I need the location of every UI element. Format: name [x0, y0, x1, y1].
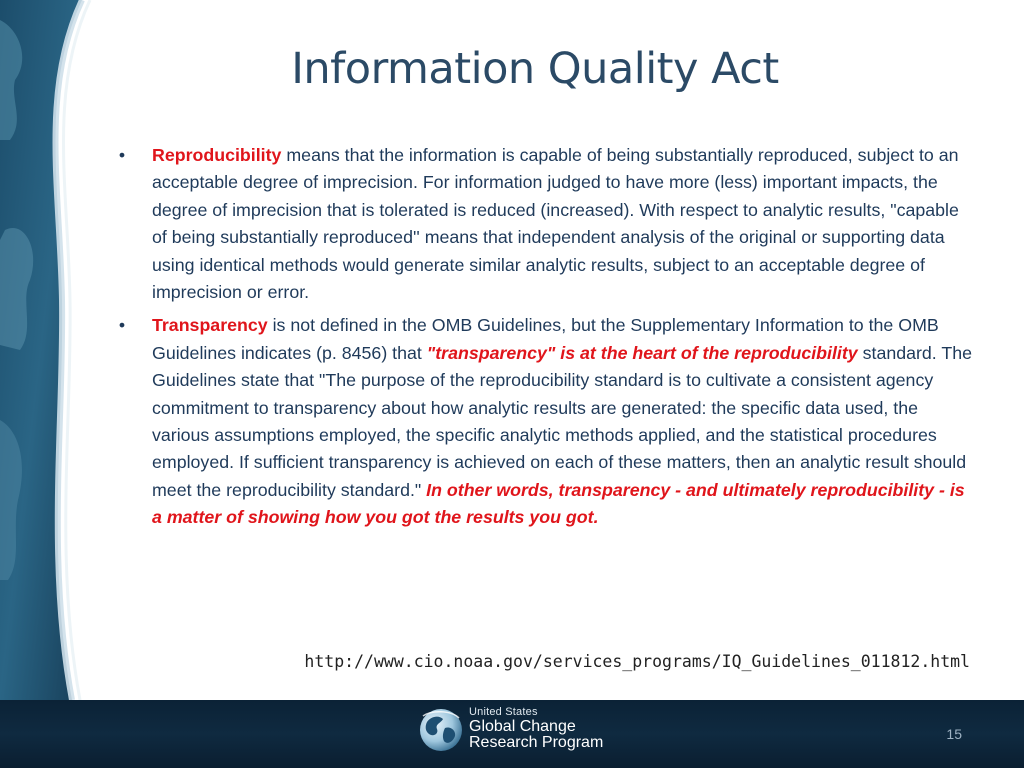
bullet-text: is not defined in the OMB Guidelines, but the Supplementary Information to the OMB Guidelines indicates (p. 8456) that	[152, 315, 939, 363]
logo-line-2: Global Change	[469, 717, 576, 735]
bullet-reproducibility	[112, 142, 977, 306]
term-reproducibility: Reproducibility	[152, 145, 282, 165]
page-number: 15	[946, 726, 962, 742]
logo-line-3: Research Program	[469, 734, 604, 752]
bullet-text: standard. The Guidelines state that "The purpose of the reproducibility standard is to cultivate a consistent agency commitment to transparency about how analytic results are generated: the specific data used, the various assumptions employed, the specific analytic methods applied, and the statistical procedures employed. If sufficient transparency is achieved on each of these matters, then an analytic result should meet the reproducibility standard."	[152, 342, 973, 500]
bullet-dot: •	[118, 145, 126, 165]
bullet-dot: •	[118, 315, 126, 336]
source-url: http://www.cio.noaa.gov/services_programs/IQ_Guidelines_011812.html	[304, 652, 970, 671]
program-logo-text	[469, 707, 603, 752]
globe-icon	[417, 706, 465, 754]
emphasis-quote: "transparency" is at the heart of the reproducibility	[426, 342, 858, 363]
emphasis-conclusion: In other words, transparency - and ultimately reproducibility - is a matter of showing how you got the results you got.	[152, 479, 965, 528]
slide-title: Information Quality Act	[291, 44, 779, 94]
bullet-transparency	[112, 312, 977, 531]
bullet-text: means that the information is capable of being substantially reproduced, subject to an acceptable degree of imprecision. For information judged to have more (less) important impacts, the degree of imprecision that is tolerated is reduced (increased). With respect to analytic results, "capable of being substantially reproduced'' means that independent analysis of the original or supporting data using identical methods would generate similar analytic results, subject to an acceptable degree of imprecision or error.	[152, 145, 959, 303]
bullet-list	[112, 142, 977, 538]
logo-line-1: United States	[469, 706, 538, 718]
decorative-map-wave	[0, 0, 120, 700]
term-transparency: Transparency	[152, 315, 268, 336]
